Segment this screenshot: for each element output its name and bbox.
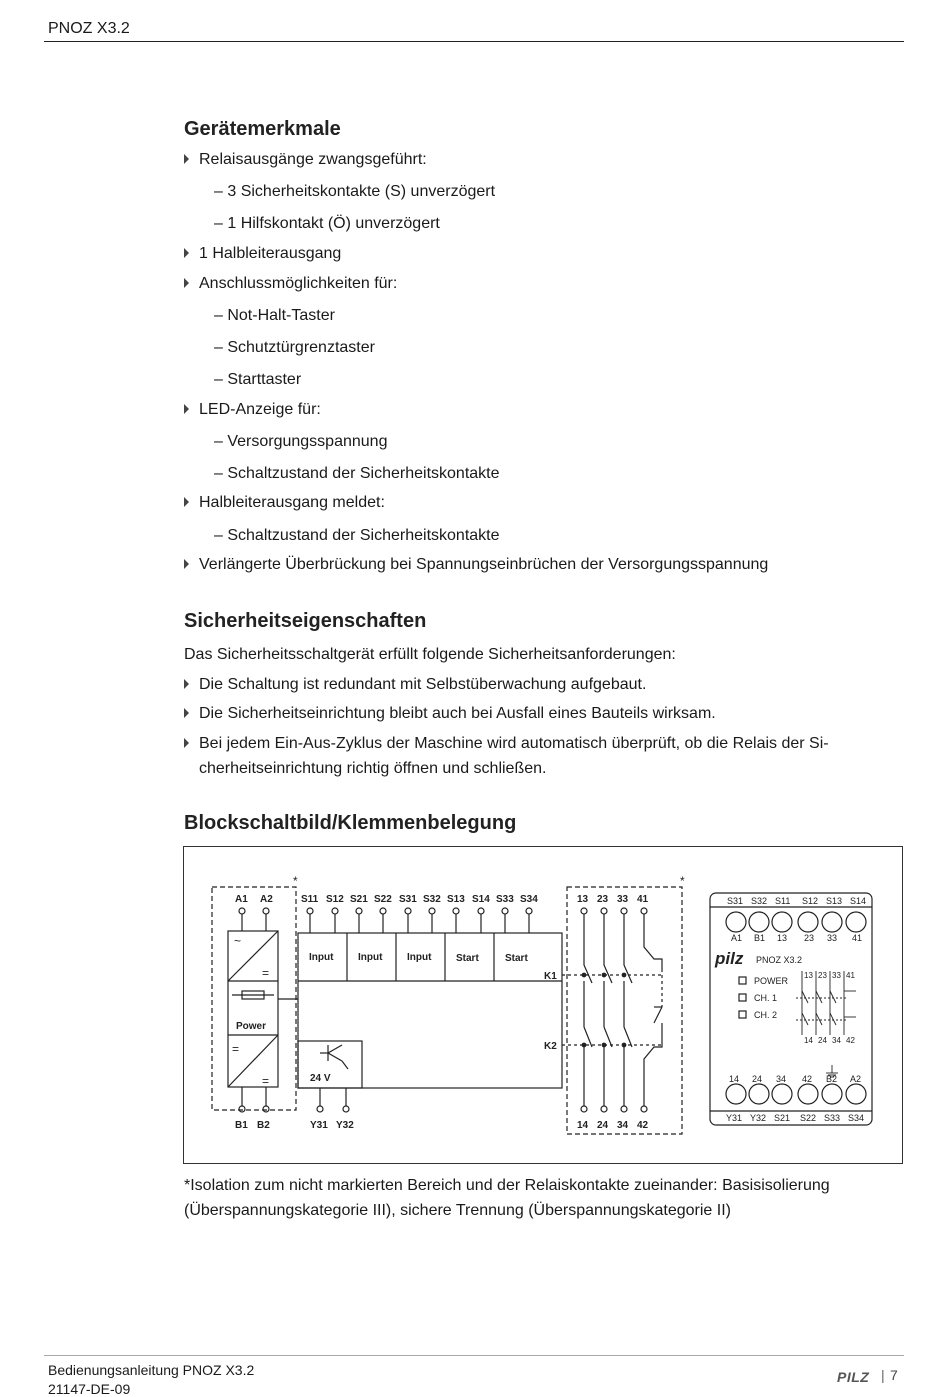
terminal-label: S11 xyxy=(301,894,319,905)
terminal-label: S12 xyxy=(326,894,344,905)
terminal-label: 33 xyxy=(617,894,629,905)
bullet-arrow-icon xyxy=(184,404,189,414)
input-block-label: Input xyxy=(407,952,432,963)
terminal-icon xyxy=(239,908,245,914)
terminal-label: S13 xyxy=(447,894,465,905)
panel-terminal-label: 24 xyxy=(752,1074,763,1084)
terminal-label: 41 xyxy=(637,894,649,905)
terminal-label: Y31 xyxy=(310,1120,328,1131)
contact-label: 14 xyxy=(804,1036,813,1045)
panel-terminal-label: S13 xyxy=(826,896,843,906)
list-item xyxy=(184,242,904,266)
relay-contacts xyxy=(562,908,662,1112)
sub-list-item: – Not-Halt-Taster xyxy=(214,307,335,324)
list-item-text: Die Schaltung ist redundant mit Selbstüberwachung aufgebaut. xyxy=(199,676,647,693)
list-item xyxy=(184,398,904,422)
ac-symbol: ~ xyxy=(234,934,242,948)
led-ch1-icon xyxy=(739,994,746,1001)
sub-list-item: – 3 Sicherheitskontakte (S) unverzögert xyxy=(214,183,496,200)
terminal-label: A1 xyxy=(235,894,248,905)
panel-terminal-label: A1 xyxy=(731,933,743,943)
terminal-icon xyxy=(263,1106,269,1112)
list-item-text: LED-Anzeige für: xyxy=(199,401,321,418)
bullet-arrow-icon xyxy=(184,278,189,288)
output-voltage-label: 24 V xyxy=(310,1073,331,1084)
list-item xyxy=(184,673,904,697)
led-ch2-icon xyxy=(739,1011,746,1018)
bullet-arrow-icon xyxy=(184,497,189,507)
header-rule xyxy=(44,41,904,42)
contact-label: 33 xyxy=(832,971,841,980)
terminal-label: 23 xyxy=(597,894,609,905)
footnote xyxy=(184,1173,908,1223)
footer-rule xyxy=(44,1355,904,1356)
panel-terminal-label: S12 xyxy=(802,896,819,906)
power-label: Power xyxy=(236,1021,267,1032)
panel-terminal-label: 34 xyxy=(776,1074,787,1084)
panel-terminal-label: S32 xyxy=(751,896,768,906)
terminal-label: S31 xyxy=(399,894,417,905)
bullet-arrow-icon xyxy=(184,679,189,689)
sub-list-item: – Schaltzustand der Sicherheitskontakte xyxy=(214,465,500,482)
list-item xyxy=(184,553,904,577)
terminal-label: 24 xyxy=(597,1120,609,1131)
terminal-label: S21 xyxy=(350,894,368,905)
list-item-text: Anschlussmöglichkeiten für: xyxy=(199,275,398,292)
panel-terminal-label: S31 xyxy=(727,896,744,906)
terminal-label: B1 xyxy=(235,1120,248,1131)
input-block-label: Start xyxy=(505,953,528,964)
terminal-label: S22 xyxy=(374,894,392,905)
footer-separator: | xyxy=(881,1367,885,1383)
list-item-text: Halbleiterausgang meldet: xyxy=(199,494,385,511)
panel-terminal-label: 14 xyxy=(729,1074,740,1084)
bullet-arrow-icon xyxy=(184,154,189,164)
list-item-text-continued: cherheitseinrichtung richtig öffnen und schließen. xyxy=(199,760,547,777)
led-label: CH. 1 xyxy=(754,993,778,1003)
footer-doc-number: 21147-DE-09 xyxy=(48,1381,131,1397)
terminal-label: 14 xyxy=(577,1120,589,1131)
pilz-logo: pilz xyxy=(715,949,744,968)
list-item-text: 1 Halbleiterausgang xyxy=(199,245,342,262)
list-item xyxy=(184,491,904,515)
list-item xyxy=(184,702,904,726)
sub-list-item: – Versorgungsspannung xyxy=(214,433,388,450)
contact-label: 41 xyxy=(846,971,855,980)
input-block-label: Start xyxy=(456,953,479,964)
dc-symbol: = xyxy=(232,1042,240,1056)
contact-label: 42 xyxy=(846,1036,855,1045)
footnote-line: *Isolation zum nicht markierten Bereich und der Relaiskontakte zueinander: Basisisolierung xyxy=(184,1177,830,1194)
panel-terminal-label: S11 xyxy=(775,896,791,906)
panel-terminal-label: 33 xyxy=(827,933,838,943)
terminal-label: B2 xyxy=(257,1120,270,1131)
contact-label: 34 xyxy=(832,1036,841,1045)
input-block-label: Input xyxy=(358,952,383,963)
header-title: PNOZ X3.2 xyxy=(48,20,130,37)
terminal-label: A2 xyxy=(260,894,273,905)
led-label: POWER xyxy=(754,976,789,986)
power-supply-box xyxy=(228,931,278,1087)
block-diagram-svg xyxy=(184,847,904,1165)
panel-terminal-label: 41 xyxy=(852,933,863,943)
list-item-text: Die Sicherheitseinrichtung bleibt auch bei Ausfall eines Bauteils wirksam. xyxy=(199,705,716,722)
panel-terminal-label: S21 xyxy=(774,1113,791,1123)
asterisk-mark: * xyxy=(680,874,685,888)
section-heading-features: Gerätemerkmale xyxy=(184,118,341,140)
panel-terminal-label: S33 xyxy=(824,1113,841,1123)
relay-label: K1 xyxy=(544,971,557,982)
contact-label: 23 xyxy=(818,971,827,980)
terminal-icon xyxy=(239,1106,245,1112)
list-item xyxy=(184,272,904,296)
terminal-label: 34 xyxy=(617,1120,629,1131)
terminal-icon xyxy=(343,1106,349,1112)
panel-terminal-label: S14 xyxy=(850,896,867,906)
page-number: 7 xyxy=(890,1367,898,1383)
list-item xyxy=(184,732,904,756)
contact-label: 24 xyxy=(818,1036,827,1045)
list-item-text: Verlängerte Überbrückung bei Spannungseinbrüchen der Versorgungsspannung xyxy=(199,556,769,573)
contact-label: 13 xyxy=(804,971,813,980)
relay-label: K2 xyxy=(544,1041,557,1052)
footer-doc-title: Bedienungsanleitung PNOZ X3.2 xyxy=(48,1362,255,1378)
input-terminal-circles xyxy=(307,908,532,933)
terminal-label: Y32 xyxy=(336,1120,354,1131)
panel-terminal-label: S22 xyxy=(800,1113,817,1123)
terminal-label: S34 xyxy=(520,894,538,905)
panel-terminal-label: S34 xyxy=(848,1113,865,1123)
list-item-text: Relaisausgänge zwangsgeführt: xyxy=(199,151,427,168)
list-item-text: Bei jedem Ein-Aus-Zyklus der Maschine wird automatisch überprüft, ob die Relais der Si- xyxy=(199,735,829,752)
section-intro: Das Sicherheitsschaltgerät erfüllt folgende Sicherheitsanforderungen: xyxy=(184,646,676,663)
sub-list-item: – Schaltzustand der Sicherheitskontakte xyxy=(214,527,500,544)
terminal-label: S32 xyxy=(423,894,441,905)
dc-symbol: = xyxy=(262,1074,270,1088)
asterisk-mark: * xyxy=(293,874,298,888)
footnote-line: (Überspannungskategorie III), sichere Trennung (Überspannungskategorie II) xyxy=(184,1202,731,1219)
bullet-arrow-icon xyxy=(184,738,189,748)
led-label: CH. 2 xyxy=(754,1010,778,1020)
sub-list-item: – Schutztürgrenztaster xyxy=(214,339,375,356)
bullet-arrow-icon xyxy=(184,248,189,258)
sub-list-item: – Starttaster xyxy=(214,371,302,388)
terminal-label: S14 xyxy=(472,894,490,905)
terminal-label: 13 xyxy=(577,894,589,905)
panel-terminal-label: Y31 xyxy=(726,1113,743,1123)
panel-terminal-label: 13 xyxy=(777,933,788,943)
section-heading-block-diagram: Blockschaltbild/Klemmenbelegung xyxy=(184,812,517,834)
panel-terminal-label: A2 xyxy=(850,1074,862,1084)
terminal-icon xyxy=(317,1106,323,1112)
bullet-arrow-icon xyxy=(184,708,189,718)
input-block-label: Input xyxy=(309,952,334,963)
terminal-label: 42 xyxy=(637,1120,649,1131)
led-power-icon xyxy=(739,977,746,984)
list-item xyxy=(184,148,904,172)
dc-symbol: = xyxy=(262,966,270,980)
panel-terminal-label: B2 xyxy=(826,1074,838,1084)
panel-terminal-screws xyxy=(726,912,866,1104)
terminal-icon xyxy=(263,908,269,914)
section-heading-safety: Sicherheitseigenschaften xyxy=(184,610,427,632)
block-diagram xyxy=(183,846,903,1164)
sub-list-item: – 1 Hilfskontakt (Ö) unverzögert xyxy=(214,215,440,232)
panel-contact-symbols xyxy=(796,971,856,1035)
panel-terminal-label: 42 xyxy=(802,1074,813,1084)
footer-logo: PILZ xyxy=(837,1369,870,1385)
bullet-arrow-icon xyxy=(184,559,189,569)
panel-terminal-label: 23 xyxy=(804,933,815,943)
panel-terminal-label: B1 xyxy=(754,933,766,943)
panel-model-label: PNOZ X3.2 xyxy=(756,955,803,965)
panel-terminal-label: Y32 xyxy=(750,1113,767,1123)
terminal-label: S33 xyxy=(496,894,514,905)
